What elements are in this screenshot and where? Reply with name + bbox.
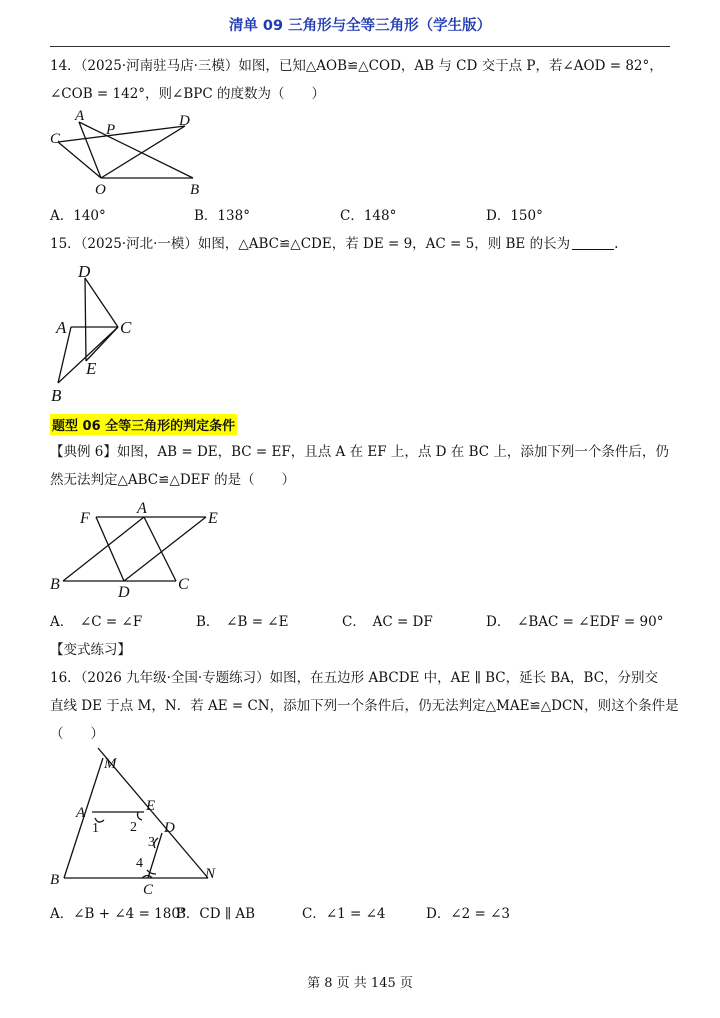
q14-choices (50, 206, 670, 226)
example6-choice-b[interactable]: B． ∠B = ∠E (196, 614, 289, 630)
q14-stem-line-1: 14．（2025·河南驻马店·三模）如图，已知△AOB≌△COD，AB 与 CD 交于点 P，若∠AOD = 82°， (50, 58, 663, 74)
q16-label-b: B (50, 872, 60, 888)
q14-label-p: P (106, 122, 116, 138)
example6-choice-c[interactable]: C． AC = DF (342, 614, 433, 630)
q15-label-d: D (78, 262, 91, 281)
q16-label-d: D (164, 820, 175, 836)
q14-choice-b[interactable]: B．138° (194, 208, 250, 224)
q15-answer-blank[interactable] (572, 235, 614, 250)
example6-choices (50, 612, 670, 632)
q15-label-c: C (120, 318, 132, 337)
q16-label-c: C (143, 882, 154, 898)
q14-segment-cd (58, 126, 185, 142)
page-number-footer: 第 8 页 共 145 页 (307, 976, 413, 991)
q14-segment-ab (79, 122, 193, 178)
q16-angle-label-2: 2 (130, 820, 137, 835)
example6-segment-ab (63, 517, 144, 581)
q16-angle-mark-2 (138, 812, 143, 820)
example6-figure (48, 496, 238, 601)
q16-angle-label-4: 4 (136, 856, 143, 871)
practice-heading: 【变式练习】 (50, 642, 131, 658)
q14-label-o: O (95, 182, 106, 198)
q15-segment-dc (85, 278, 118, 327)
q16-label-m: M (104, 756, 117, 772)
q15-label-b: B (51, 386, 62, 405)
q16-choice-b[interactable]: B．CD ∥ AB (176, 906, 256, 922)
q14-choice-c[interactable]: C．148° (340, 208, 397, 224)
q14-label-b: B (190, 182, 200, 198)
q16-angle-label-3: 3 (148, 835, 155, 850)
q15-figure (48, 258, 148, 408)
example6-segment-ac (144, 517, 176, 581)
document-header-title: 清单 09 三角形与全等三角形（学生版） (228, 18, 492, 34)
q16-stem-line-1: 16．（2026 九年级·全国·专题练习）如图，在五边形 ABCDE 中，AE ∥ BC，延长 BA，BC，分别交 (50, 670, 659, 686)
q16-choice-d[interactable]: D．∠2 = ∠3 (426, 906, 511, 922)
example6-label-c: C (178, 576, 189, 593)
example6-label-b: B (50, 576, 60, 593)
q14-label-c: C (50, 131, 61, 147)
q16-label-e: E (146, 798, 156, 814)
section-heading-type-06: 题型 06 全等三角形的判定条件 (50, 414, 237, 435)
q16-figure (48, 748, 228, 898)
q15-stem-text: 15．（2025·河北·一模）如图，△ABC≌△CDE，若 DE = 9，AC = 5，则 BE 的长为 (50, 236, 571, 252)
q16-stem-line-3: （ ） (50, 726, 104, 742)
header-divider (50, 46, 670, 47)
q16-label-a: A (76, 805, 86, 821)
q16-choice-a[interactable]: A．∠B + ∠4 = 180° (50, 906, 187, 922)
q16-label-n: N (205, 866, 216, 882)
q16-stem-line-2: 直线 DE 于点 M，N．若 AE = CN，添加下列一个条件后，仍无法判定△MAE≌△DCN，则这个条件是 (50, 698, 679, 714)
q16-choice-c[interactable]: C．∠1 = ∠4 (302, 906, 386, 922)
q15-segment-de (85, 278, 86, 361)
q15-label-e: E (86, 359, 97, 378)
q15-stem-line-1 (50, 234, 618, 254)
q14-choice-d[interactable]: D．150° (486, 208, 543, 224)
q14-label-a: A (75, 108, 85, 124)
example6-segment-de (124, 517, 206, 581)
example6-choice-a[interactable]: A． ∠C = ∠F (50, 614, 143, 630)
q14-choice-a[interactable]: A．140° (50, 208, 106, 224)
q15-label-a: A (56, 318, 67, 337)
q14-figure (48, 108, 218, 200)
q14-label-d: D (179, 113, 190, 129)
q16-angle-mark-4 (147, 870, 156, 874)
example6-segment-df (96, 517, 124, 581)
example6-choice-d[interactable]: D． ∠BAC = ∠EDF = 90° (486, 614, 664, 630)
q16-choices (50, 904, 670, 924)
example6-stem-line-1: 【典例 6】如图，AB = DE，BC = EF，且点 A 在 EF 上，点 D 在 BC 上，添加下列一个条件后，仍 (50, 444, 669, 460)
example6-label-f: F (80, 510, 90, 527)
q14-stem-line-2: ∠COB = 142°，则∠BPC 的度数为（ ） (50, 86, 325, 102)
example6-label-d: D (118, 584, 130, 601)
example6-stem-line-2: 然无法判定△ABC≌△DEF 的是（ ） (50, 472, 296, 488)
example6-label-a: A (137, 500, 147, 517)
q16-angle-label-1: 1 (92, 821, 99, 836)
example6-label-e: E (208, 510, 218, 527)
q15-stem-end: . (614, 236, 619, 252)
